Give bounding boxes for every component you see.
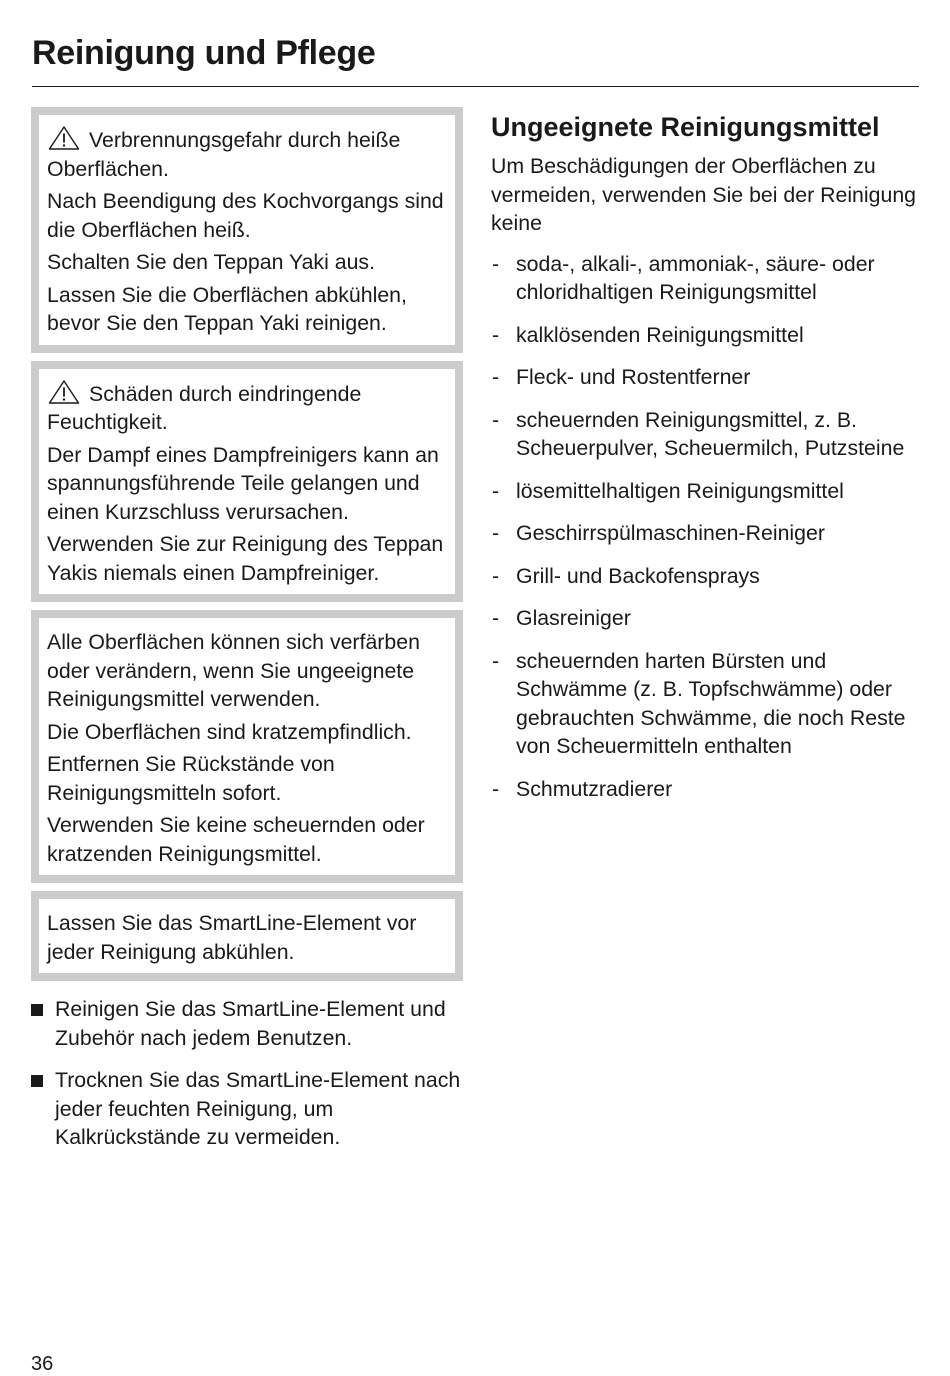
instruction-item <box>31 1066 463 1152</box>
dash-marker: - <box>492 251 500 276</box>
square-bullet-icon <box>31 1075 43 1087</box>
dash-marker: - <box>492 365 500 389</box>
list-item <box>491 562 921 591</box>
list-item-text: scheuernden harten Bürsten und Schwämme (z. B. Topfschwämme) oder gebrauchten Schwämme, die noch Reste von Scheuermitteln enthalten <box>516 648 906 758</box>
dash-marker: - <box>492 521 500 545</box>
warning-box-burn <box>31 107 463 353</box>
title-divider <box>32 86 919 87</box>
list-item-text: kalklösenden Reinigungsmittel <box>516 322 804 347</box>
notice-text: Alle Oberflächen können sich verfärben oder verändern, wenn Sie ungeeignete Reinigungsmittel verwenden. <box>47 630 420 711</box>
list-item-text: Schmutzradierer <box>516 776 673 801</box>
notice-box-cooldown <box>31 891 463 981</box>
list-item <box>491 477 921 506</box>
dash-marker: - <box>492 563 500 588</box>
dash-marker: - <box>492 407 500 432</box>
dash-marker: - <box>492 606 500 630</box>
notice-text: Lassen Sie das SmartLine-Element vor jeder Reinigung abkühlen. <box>47 911 417 964</box>
list-item <box>491 406 921 463</box>
left-column <box>31 107 463 1166</box>
list-item-text: soda-, alkali-, ammoniak-, säure- oder chloridhaltigen Reinigungsmittel <box>516 251 875 304</box>
notice-text: Entfernen Sie Rückstände von Reinigungsmitteln sofort. <box>47 752 335 805</box>
list-item-text: scheuernden Reinigungsmittel, z. B. Scheuerpulver, Scheuermilch, Putzsteine <box>516 407 905 460</box>
warning-heading-text: Verbrennungsgefahr durch heiße Oberflächen. <box>47 128 401 181</box>
list-item <box>491 647 921 761</box>
notice-box-surfaces <box>31 610 463 883</box>
notice-text: Die Oberflächen sind kratzempfindlich. <box>47 719 412 744</box>
instruction-text: Reinigen Sie das SmartLine-Element und Zubehör nach jedem Benutzen. <box>55 997 446 1050</box>
list-item-text: Grill- und Backofensprays <box>516 563 760 588</box>
list-item-text: Geschirrspülmaschinen-Reiniger <box>516 521 825 545</box>
list-item <box>491 363 921 392</box>
list-item <box>491 604 921 633</box>
warning-triangle-icon <box>47 379 81 405</box>
list-item-text: lösemittelhaltigen Reinigungsmittel <box>516 478 844 503</box>
warning-heading <box>47 125 447 183</box>
warning-text: Verwenden Sie zur Reinigung des Teppan Yakis niemals einen Dampfreiniger. <box>47 532 444 585</box>
warning-text: Schalten Sie den Teppan Yaki aus. <box>47 250 375 274</box>
unsuitable-list <box>491 250 921 804</box>
list-item <box>491 519 921 548</box>
dash-marker: - <box>492 648 500 673</box>
dash-marker: - <box>492 478 500 503</box>
list-item <box>491 321 921 350</box>
warning-heading <box>47 379 447 437</box>
list-item-text: Glasreiniger <box>516 606 631 630</box>
list-item <box>491 775 921 804</box>
section-heading: Ungeeignete Reinigungsmittel <box>491 112 880 142</box>
warning-text: Nach Beendigung des Kochvorgangs sind die Oberflächen heiß. <box>47 189 444 242</box>
notice-text: Verwenden Sie keine scheuernden oder kratzenden Reinigungsmittel. <box>47 813 425 866</box>
warning-triangle-icon <box>47 125 81 151</box>
dash-marker: - <box>492 776 500 801</box>
warning-text: Der Dampf eines Dampfreinigers kann an spannungsführende Teile gelangen und einen Kurzschluss verursachen. <box>47 442 439 524</box>
square-bullet-icon <box>31 1004 43 1016</box>
list-item <box>491 250 921 307</box>
instruction-text: Trocknen Sie das SmartLine-Element nach jeder feuchten Reinigung, um Kalkrückstände zu vermeiden. <box>55 1068 461 1149</box>
warning-box-moisture <box>31 361 463 603</box>
instruction-list <box>31 995 463 1152</box>
warning-heading-text: Schäden durch eindringende Feuchtigkeit. <box>47 381 362 434</box>
section-intro: Um Beschädigungen der Oberflächen zu vermeiden, verwenden Sie bei der Reinigung keine <box>491 154 917 235</box>
right-column <box>491 110 921 817</box>
page-number: 36 <box>31 1353 54 1375</box>
dash-marker: - <box>492 322 500 347</box>
instruction-item <box>31 995 463 1052</box>
list-item-text: Fleck- und Rostentferner <box>516 365 751 389</box>
page-title: Reinigung und Pflege <box>32 34 376 72</box>
warning-text: Lassen Sie die Oberflächen abkühlen, bevor Sie den Teppan Yaki reinigen. <box>47 282 407 335</box>
